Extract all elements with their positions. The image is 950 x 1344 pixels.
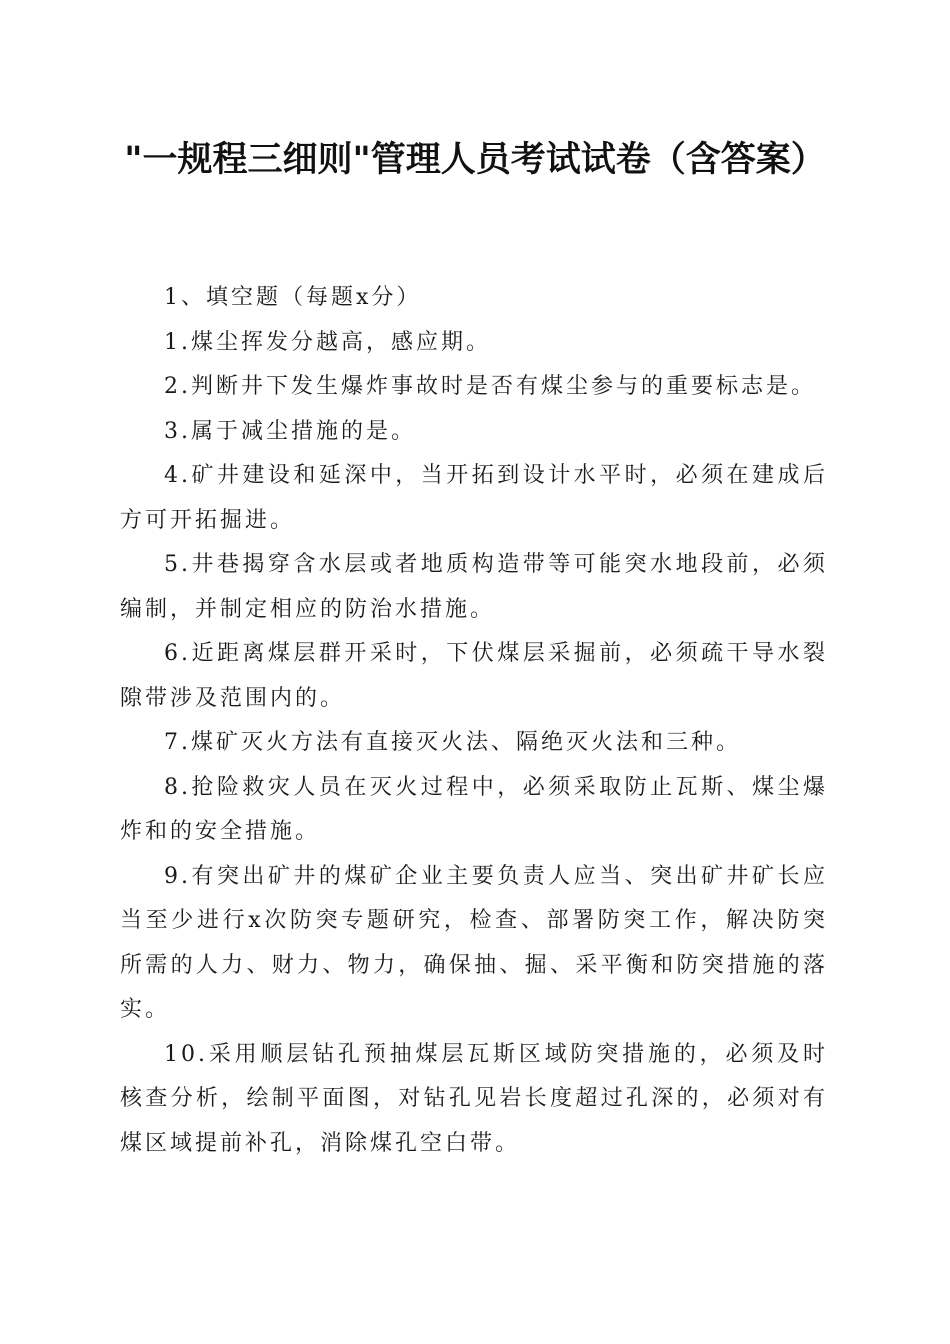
question-7: 7.煤矿灭火方法有直接灭火法、隔绝灭火法和三种。 [164,730,741,755]
question-3: 3.属于减尘措施的是。 [164,418,416,444]
question-9: 9.有突出矿井的煤矿企业主要负责人应当、突出矿井矿长应当至少进行x次防突专题研究，检查、部署防突工作，解决防突所需的人力、财力、物力，确保抽、掘、采平衡和防突措施的落实。 [120,863,828,1022]
question-4: 4.矿井建设和延深中，当开拓到设计水平时，必须在建成后方可开拓掘进。 [120,463,828,533]
question-2: 2.判断井下发生爆炸事故时是否有煤尘参与的重要标志是。 [164,374,816,399]
question-10: 10.采用顺层钻孔预抽煤层瓦斯区域防突措施的，必须及时核查分析，绘制平面图，对钻孔见岩长度超过孔深的，必须对有煤区域提前补孔，消除煤孔空白带。 [120,1041,828,1156]
question-5: 5.井巷揭穿含水层或者地质构造带等可能突水地段前，必须编制，并制定相应的防治水措施。 [120,552,828,622]
section-heading: 1、填空题（每题x分） [164,285,422,310]
document-body [120,276,828,1166]
question-8: 8.抢险救灾人员在灭火过程中，必须采取防止瓦斯、煤尘爆炸和的安全措施。 [120,774,828,844]
document-title: "一规程三细则"管理人员考试试卷（含答案） [124,139,826,180]
question-1: 1.煤尘挥发分越高，感应期。 [164,329,491,355]
question-6: 6.近距离煤层群开采时，下伏煤层采掘前，必须疏干导水裂隙带涉及范围内的。 [120,641,828,711]
